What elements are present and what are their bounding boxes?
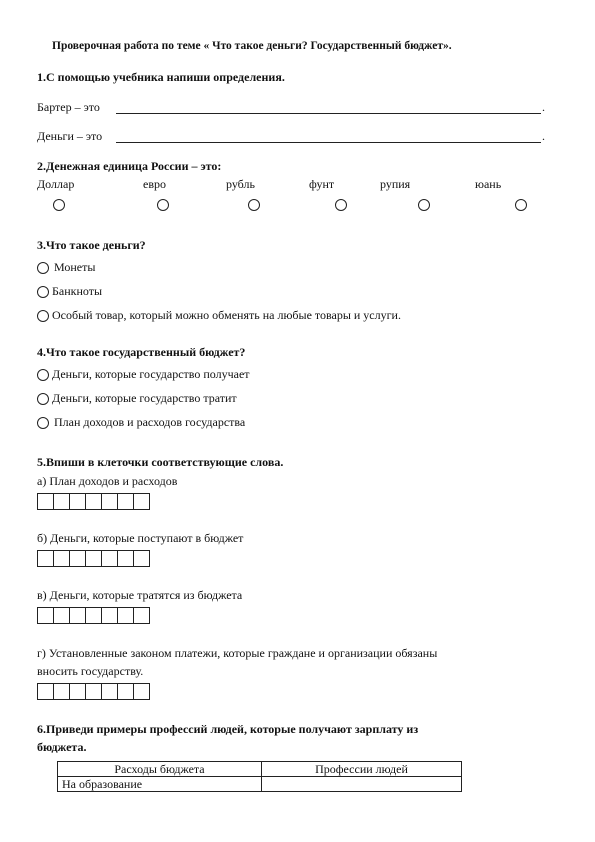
q2-option-label: рубль bbox=[226, 177, 255, 191]
q6-heading: 6.Приведи примеры профессий людей, которые получают зарплату из bbox=[37, 722, 419, 736]
q2-option-label: юань bbox=[475, 177, 502, 191]
q5-letter-boxes-a[interactable] bbox=[37, 493, 149, 510]
q4-radio-income[interactable] bbox=[37, 369, 49, 381]
q5-heading: 5.Впиши в клеточки соответствующие слова. bbox=[37, 455, 284, 469]
q3-option-special-good: Особый товар, который можно обменять на любые товары и услуги. bbox=[52, 308, 401, 322]
table-row bbox=[58, 777, 462, 792]
q4-option-spending: Деньги, которые государство тратит bbox=[52, 391, 237, 405]
q6-heading-cont: бюджета. bbox=[37, 740, 87, 754]
q1-end-money: . bbox=[542, 129, 545, 143]
q3-option-coins: Монеты bbox=[54, 260, 96, 274]
q5-item-b: б) Деньги, которые поступают в бюджет bbox=[37, 531, 244, 545]
q1-label-barter: Бартер – это bbox=[37, 100, 100, 114]
q2-option-label: евро bbox=[143, 177, 166, 191]
q4-radio-plan[interactable] bbox=[37, 417, 49, 429]
q2-radio-dollar[interactable] bbox=[53, 199, 65, 211]
q4-option-plan: План доходов и расходов государства bbox=[54, 415, 246, 429]
q1-answer-line-barter[interactable] bbox=[116, 113, 541, 114]
q1-heading: 1.С помощью учебника напиши определения. bbox=[37, 70, 285, 84]
q2-radio-yuan[interactable] bbox=[515, 199, 527, 211]
q4-option-income: Деньги, которые государство получает bbox=[52, 367, 250, 381]
q5-item-a: а) План доходов и расходов bbox=[37, 474, 178, 488]
q3-radio-special-good[interactable] bbox=[37, 310, 49, 322]
q5-item-d-cont: вносить государству. bbox=[37, 664, 144, 678]
table-cell-answer[interactable] bbox=[262, 777, 462, 792]
q5-item-d: г) Установленные законом платежи, которые граждане и организации обязаны bbox=[37, 646, 438, 660]
table-header-cell: Расходы бюджета bbox=[58, 762, 262, 777]
q5-letter-boxes-c[interactable] bbox=[37, 607, 149, 624]
q2-radio-pound[interactable] bbox=[335, 199, 347, 211]
q2-radio-rupee[interactable] bbox=[418, 199, 430, 211]
q2-radio-ruble[interactable] bbox=[248, 199, 260, 211]
q2-option-label: рупия bbox=[380, 177, 411, 191]
q2-option-label: фунт bbox=[309, 177, 335, 191]
page-title: Проверочная работа по теме « Что такое деньги? Государственный бюджет». bbox=[52, 40, 452, 52]
q5-letter-boxes-d[interactable] bbox=[37, 683, 149, 700]
q3-option-banknotes: Банкноты bbox=[52, 284, 103, 298]
q3-radio-coins[interactable] bbox=[37, 262, 49, 274]
table-cell: На образование bbox=[58, 777, 262, 792]
q2-radio-euro[interactable] bbox=[157, 199, 169, 211]
q4-radio-spending[interactable] bbox=[37, 393, 49, 405]
q2-option-label: Доллар bbox=[37, 177, 75, 191]
q2-heading: 2.Денежная единица России – это: bbox=[37, 159, 222, 173]
q6-table bbox=[57, 761, 462, 792]
q5-letter-boxes-b[interactable] bbox=[37, 550, 149, 567]
q3-heading: 3.Что такое деньги? bbox=[37, 238, 146, 252]
q1-end-barter: . bbox=[542, 100, 545, 114]
q1-answer-line-money[interactable] bbox=[116, 142, 541, 143]
q3-radio-banknotes[interactable] bbox=[37, 286, 49, 298]
table-header-cell: Профессии людей bbox=[262, 762, 462, 777]
q4-heading: 4.Что такое государственный бюджет? bbox=[37, 345, 246, 359]
q5-item-c: в) Деньги, которые тратятся из бюджета bbox=[37, 588, 243, 602]
table-header-row bbox=[58, 762, 462, 777]
q1-label-money: Деньги – это bbox=[37, 129, 103, 143]
